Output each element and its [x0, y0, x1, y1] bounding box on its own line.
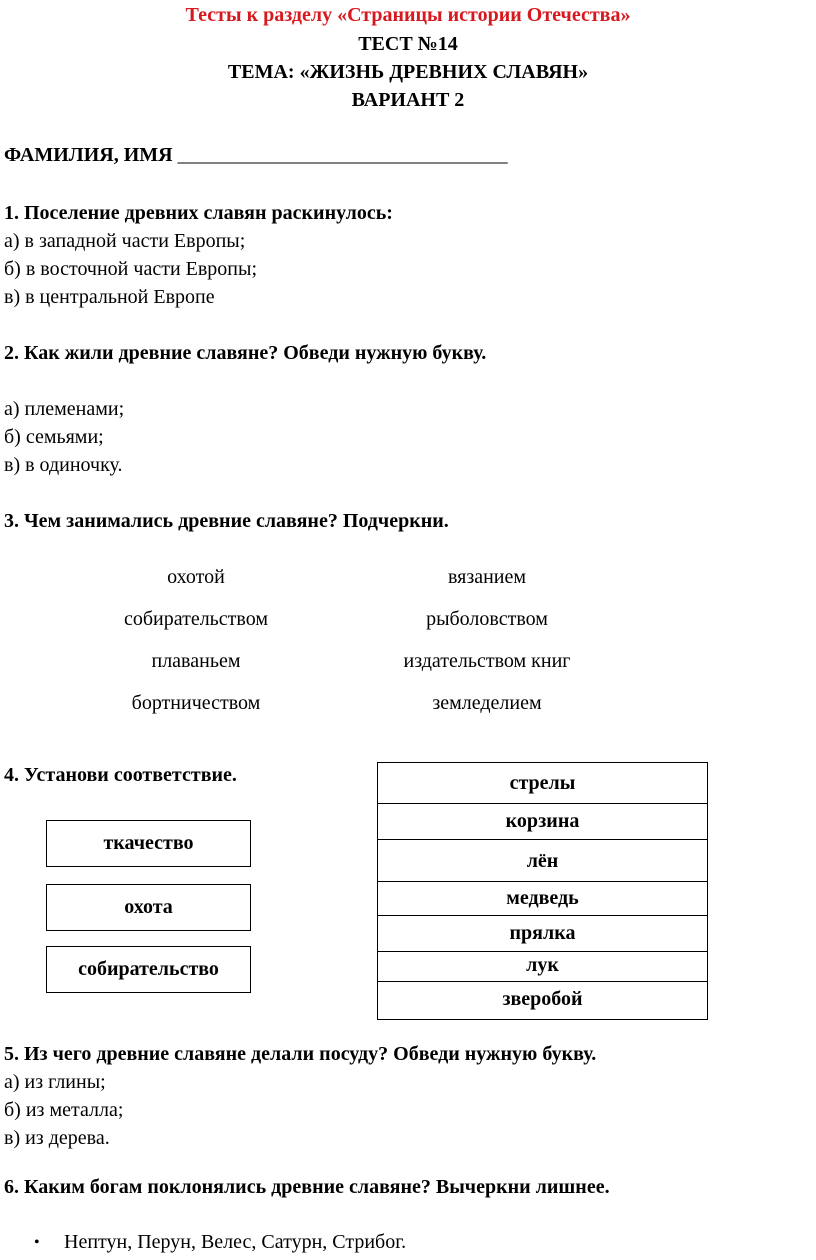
q5-option-b[interactable]: б) из металла;: [4, 1099, 124, 1121]
question-3: 3. Чем занимались древние славяне? Подчеркни.: [4, 510, 449, 532]
match-right-cell[interactable]: лук: [378, 952, 707, 982]
q6-gods-list[interactable]: Нептун, Перун, Велес, Сатурн, Стрибог.: [64, 1231, 407, 1253]
q2-option-c[interactable]: в) в одиночку.: [4, 454, 123, 476]
match-right-cell[interactable]: медведь: [378, 882, 707, 916]
match-right-table: [377, 762, 708, 1020]
match-right-cell[interactable]: лён: [378, 840, 707, 882]
q3-word[interactable]: вязанием: [447, 566, 527, 588]
q2-option-b[interactable]: б) семьями;: [4, 426, 104, 448]
name-label: ФАМИЛИЯ, ИМЯ: [4, 144, 173, 166]
q5-option-a[interactable]: а) из глины;: [4, 1071, 106, 1093]
match-left-box[interactable]: [46, 946, 251, 993]
name-field[interactable]: [4, 144, 508, 167]
test-number: ТЕСТ №14: [358, 33, 458, 55]
q5-option-c[interactable]: в) из дерева.: [4, 1127, 110, 1149]
question-4: 4. Установи соответствие.: [4, 764, 237, 786]
match-left-label: ткачество: [103, 832, 194, 854]
match-right-cell[interactable]: стрелы: [378, 763, 707, 804]
q3-word[interactable]: собирательством: [123, 608, 269, 630]
bullet-icon: •: [34, 1234, 40, 1251]
q2-option-a[interactable]: а) племенами;: [4, 398, 125, 420]
question-1: 1. Поселение древних славян раскинулось:: [4, 202, 393, 224]
q3-word[interactable]: рыболовством: [426, 608, 548, 630]
q1-option-b[interactable]: б) в восточной части Европы;: [4, 258, 257, 280]
topic-title: ТЕМА: «ЖИЗНЬ ДРЕВНИХ СЛАВЯН»: [227, 61, 589, 83]
q1-option-c[interactable]: в) в центральной Европе: [4, 286, 215, 308]
match-left-box[interactable]: [46, 884, 251, 931]
q3-word[interactable]: земледелием: [432, 692, 542, 714]
q3-word[interactable]: издательством книг: [403, 650, 571, 672]
section-title: Тесты к разделу «Страницы истории Отечества»: [185, 4, 631, 26]
match-right-cell[interactable]: прялка: [378, 916, 707, 952]
match-left-box[interactable]: [46, 820, 251, 867]
q3-word[interactable]: охотой: [167, 566, 225, 588]
q1-option-a[interactable]: а) в западной части Европы;: [4, 230, 246, 252]
match-left-label: охота: [124, 896, 173, 918]
match-right-cell[interactable]: зверобой: [502, 988, 583, 1010]
q3-word[interactable]: бортничеством: [131, 692, 261, 714]
match-left-label: собирательство: [78, 958, 219, 980]
match-right-cell[interactable]: корзина: [378, 804, 707, 840]
question-2: 2. Как жили древние славяне? Обведи нужную букву.: [4, 342, 487, 364]
question-6: 6. Каким богам поклонялись древние славяне? Вычеркни лишнее.: [4, 1176, 610, 1198]
q3-word[interactable]: плаваньем: [151, 650, 241, 672]
name-line: _________________________________: [177, 144, 508, 166]
question-5: 5. Из чего древние славяне делали посуду? Обведи нужную букву.: [4, 1043, 597, 1065]
variant-title: ВАРИАНТ 2: [351, 89, 465, 111]
